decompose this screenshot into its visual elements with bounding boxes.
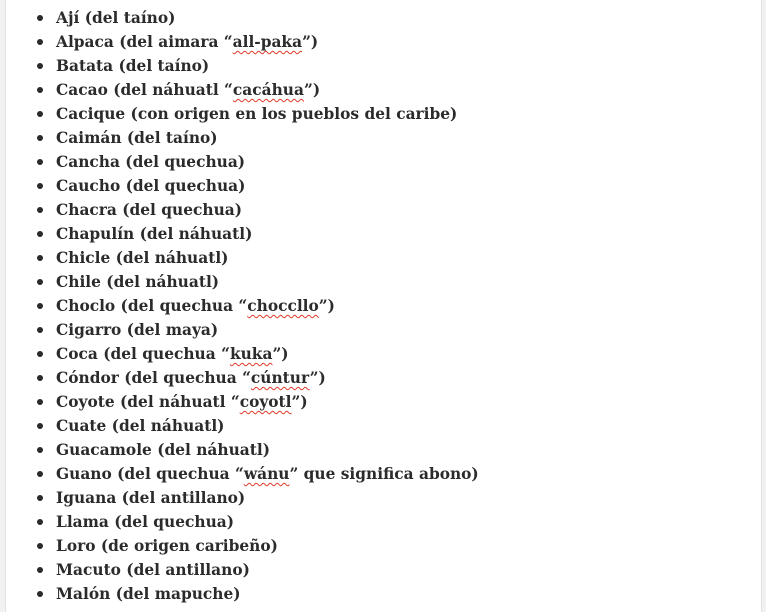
list-item — [36, 54, 736, 78]
list-item — [36, 582, 736, 606]
list-item — [36, 366, 736, 390]
bullet-icon — [37, 471, 43, 477]
item-text: Caimán (del taíno) — [56, 129, 218, 147]
list-item — [36, 342, 736, 366]
list-item — [36, 150, 736, 174]
bullet-icon — [37, 327, 43, 333]
bullet-icon — [37, 567, 43, 573]
item-text: Chile (del náhuatl) — [56, 273, 220, 291]
list-item — [36, 6, 736, 30]
list-item — [36, 222, 736, 246]
item-text: Llama (del quechua) — [56, 513, 235, 531]
bullet-icon — [37, 135, 43, 141]
bullet-icon — [37, 207, 43, 213]
item-text: Choclo (del quechua “ — [56, 297, 248, 315]
item-text: Coca (del quechua “ — [56, 345, 230, 363]
item-text: Caucho (del quechua) — [56, 177, 246, 195]
list-item — [36, 486, 736, 510]
item-text-tail: ”) — [272, 345, 289, 363]
misspelled-word: cúntur — [250, 369, 310, 387]
misspelled-word: kuka — [229, 345, 273, 363]
item-text: Cacao (del náhuatl “ — [56, 81, 233, 99]
misspelled-word: choccllo — [247, 297, 319, 315]
misspelled-word: wánu — [243, 465, 290, 483]
item-text: Cancha (del quechua) — [56, 153, 246, 171]
bullet-icon — [37, 87, 43, 93]
bullet-icon — [37, 351, 43, 357]
list-item — [36, 246, 736, 270]
bullet-icon — [37, 279, 43, 285]
list-item — [36, 534, 736, 558]
list-item — [36, 174, 736, 198]
list-item — [36, 318, 736, 342]
list-item — [36, 414, 736, 438]
item-text: Guacamole (del náhuatl) — [56, 441, 270, 459]
item-text: Ají (del taíno) — [56, 9, 176, 27]
list-item — [36, 558, 736, 582]
item-text-tail: ”) — [291, 393, 308, 411]
bullet-icon — [37, 231, 43, 237]
bullet-icon — [37, 111, 43, 117]
list-item — [36, 126, 736, 150]
item-text: Alpaca (del aimara “ — [56, 33, 233, 51]
item-text: Cóndor (del quechua “ — [56, 369, 251, 387]
misspelled-word: coyotl — [239, 393, 292, 411]
bullet-icon — [37, 183, 43, 189]
list-item — [36, 30, 736, 54]
bullet-icon — [37, 399, 43, 405]
item-text: Loro (de origen caribeño) — [56, 537, 278, 555]
item-text: Malón (del mapuche) — [56, 585, 241, 603]
misspelled-word: cacáhua — [232, 81, 304, 99]
item-text-tail: ”) — [318, 297, 335, 315]
bullet-icon — [37, 423, 43, 429]
item-text: Coyote (del náhuatl “ — [56, 393, 240, 411]
item-text: Cacique (con origen en los pueblos del caribe) — [56, 105, 458, 123]
item-text: Macuto (del antillano) — [56, 561, 250, 579]
list-item — [36, 198, 736, 222]
list-item — [36, 390, 736, 414]
list-item — [36, 438, 736, 462]
bullet-icon — [37, 303, 43, 309]
list-item — [36, 510, 736, 534]
list-item — [36, 78, 736, 102]
bullet-icon — [37, 39, 43, 45]
item-text-tail: ”) — [303, 81, 321, 99]
item-text: Batata (del taíno) — [56, 57, 210, 75]
bullet-icon — [37, 543, 43, 549]
list-item — [36, 462, 736, 486]
list-item — [36, 294, 736, 318]
bullet-icon — [37, 591, 43, 597]
item-text: Chapulín (del náhuatl) — [56, 225, 253, 243]
bullet-icon — [37, 519, 43, 525]
bullet-icon — [37, 255, 43, 261]
bullet-icon — [37, 15, 43, 21]
item-text-tail: ”) — [309, 369, 326, 387]
item-text: Chicle (del náhuatl) — [56, 249, 229, 267]
item-text: Chacra (del quechua) — [56, 201, 243, 219]
document-page — [5, 0, 762, 612]
item-text: Cuate (del náhuatl) — [56, 417, 225, 435]
misspelled-word: all-paka — [232, 33, 303, 51]
bullet-icon — [37, 159, 43, 165]
item-text-tail: ” que significa abono) — [289, 465, 479, 483]
list-item — [36, 102, 736, 126]
bullet-icon — [37, 63, 43, 69]
item-text: Cigarro (del maya) — [56, 321, 219, 339]
word-list — [36, 6, 736, 606]
item-text: Guano (del quechua “ — [56, 465, 244, 483]
item-text-tail: ”) — [302, 33, 319, 51]
list-item — [36, 270, 736, 294]
bullet-icon — [37, 495, 43, 501]
bullet-icon — [37, 447, 43, 453]
bullet-icon — [37, 375, 43, 381]
item-text: Iguana (del antillano) — [56, 489, 246, 507]
